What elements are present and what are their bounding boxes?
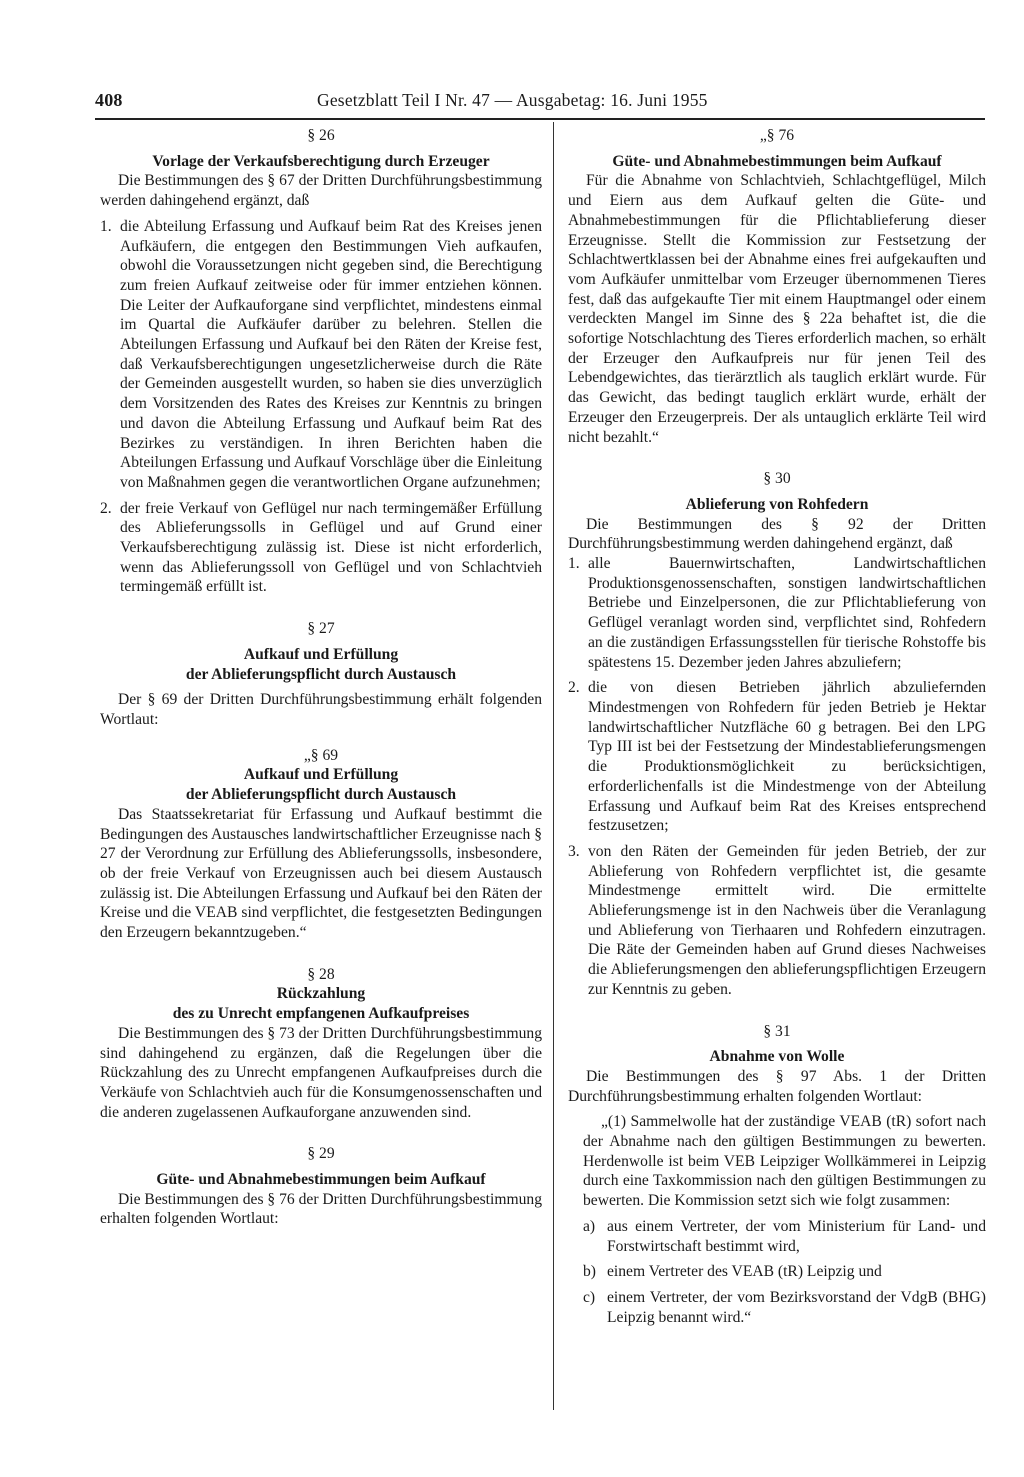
- section-title-27-line2: der Ablieferungspflicht durch Austausch: [185, 665, 457, 683]
- quoted-section-69-text: Das Staatssekretariat für Erfassung und Aufkauf bestimmt die Bedingungen des Austausches landwirtschaftlicher Erzeugnisse nach § 27 der Verordnung zur Erfüllung des Ablieferungssolls, insbesondere, ob der freie Verkauf von Erzeugnissen auch bei diesem Austausch zulässig ist. Die Abteilungen Erfassung und Aufkauf bei den Räten der Kreise und die VEAB sind verpflichtet, die festgesetzten Bedingungen den Erzeugern bekanntzugeben.“: [100, 805, 542, 942]
- section-number-31: § 31: [763, 1022, 791, 1040]
- list-item: [100, 499, 542, 598]
- list-item-text: einem Vertreter des VEAB (tR) Leipzig und: [607, 1263, 882, 1281]
- header-title: Gesetzblatt Teil I Nr. 47 — Ausgabetag: 16. Juni 1955: [317, 90, 708, 110]
- quoted-section-title-76: Güte- und Abnahmebestimmungen beim Aufkauf: [612, 152, 942, 170]
- list-item-letter: b): [583, 1263, 596, 1281]
- section-title-30: Ablieferung von Rohfedern: [685, 495, 869, 513]
- list-item-text: von den Räten der Gemeinden für jeden Betrieb, der zur Ablieferung von Rohfedern verpflichtet ist, die gesamte Mindestmenge ermittelt wird. Die ermittelte Ablieferungsmenge ist in den Nachweis über die Veranlagung und Ablieferung von Tierhaaren und Rohfedern einzutragen. Die Räte der Gemeinden haben auf Grund dieses Nachweises die Ablieferungsmengen den ablieferungspflichtigen Erzeugern zur Kenntnis zu geben.: [588, 842, 986, 998]
- right-column: [568, 126, 986, 1327]
- section-title-28-line2: des zu Unrecht empfangenen Aufkaufpreises: [172, 1005, 470, 1023]
- section-28-text: Die Bestimmungen des § 73 der Dritten Durchführungsbestimmung sind dahingehend zu ergänzen, daß die Regelungen über die Rückzahlung des zu Unrecht empfangenen Aufkaufpreises durch die Verkäufe von Schlachtvieh auch für die Konsumgenossenschaften und die anderen zugelassenen Aufkauforgane anzuwenden sind.: [100, 1024, 542, 1121]
- page-number: 408: [95, 90, 123, 110]
- list-item-text: die von diesen Betrieben jährlich abzuliefernden Mindestmengen von Rohfedern für jeden Betrieb je Hektar landwirtschaftlicher Nutzfläche 60 g betragen. Bei den LPG Typ III ist bei der Festsetzung der Mindestablieferungsmengen die Produktionsmöglichkeit zu berücksichtigen, erforderlichenfalls ist die Mindestmenge von der Abteilung Erfassung und Aufkauf beim Rat des Kreises entsprechend festzusetzen;: [588, 679, 986, 835]
- quoted-section-76-text: Für die Abnahme von Schlachtvieh, Schlachtgeflügel, Milch und Eiern aus dem Aufkauf gelten die Güte- und Abnahmebestimmungen für die Pflichtablieferung dieser Erzeugnisse. Stellt die Kommission zur Festsetzung der Schlachtwertklassen bei der Abnahme eines frei aufgekauften und vom Aufkäufer unmittelbar vom Erzeuger übernommenen Tieres fest, daß das aufgekaufte Tier mit einem Hauptmangel oder einem verdeckten Mangel im Sinne des § 22a behaftet ist, die die sofortige Notschlachtung des Tieres erforderlich machen, so erhält der Erzeuger den Aufkaufpreis nur für jenen Teil des Lebendgewichtes, das tierärztlich als tauglich erklärt wurde. Für das Gewicht, das bedingt tauglich erklärt wurde, erhält der Erzeuger den Erzeugerpreis. Der als untauglich erklärte Teil wird nicht bezahlt.“: [568, 172, 986, 446]
- list-item-text: alle Bauernwirtschaften, Landwirtschaftlichen Produktionsgenossenschaften, sonstigen landwirtschaftlichen Betriebe und Einzelpersonen, die zur Pflichtablieferung von Geflügel veranlagt worden sind, verpflichtet sind, Rohfedern an die zuständigen Erfassungsstellen für tierische Rohstoffe bis spätestens 15. Dezember jeden Jahres abzuliefern;: [588, 555, 986, 671]
- header-rule: [95, 118, 985, 120]
- quoted-section-number-69: „§ 69: [303, 746, 339, 764]
- list-item-letter: c): [583, 1288, 596, 1306]
- section-27-intro: Der § 69 der Dritten Durchführungsbestimmung erhält folgenden Wortlaut:: [100, 691, 542, 728]
- quoted-section-number-76: „§ 76: [759, 127, 795, 144]
- list-item-text: der freie Verkauf von Geflügel nur nach termingemäßer Erfüllung des Ablieferungssolls in Geflügel und auf Grund einer Verkaufsberechtigung zulässig ist. Diese ist nicht erforderlich, wenn das Ablieferungssoll von Geflügel und von Schlachtvieh termingemäß erfüllt ist.: [120, 499, 542, 596]
- left-column: [100, 126, 542, 1229]
- list-item: [568, 554, 986, 672]
- list-item: [583, 1262, 986, 1282]
- quoted-paragraph: [568, 1112, 986, 1327]
- list-item-number: 2.: [568, 679, 580, 697]
- page-header: [95, 90, 985, 118]
- list-item-text: die Abteilung Erfassung und Aufkauf beim Rat des Kreises jenen Aufkäufern, die entgegen den Bestimmungen Vieh aufkaufen, obwohl die Voraussetzungen nicht gegeben sind, die Berechtigung zum freien Aufkauf zeitweise oder für immer entziehen können. Die Leiter der Aufkauforgane sind verpflichtet, mindestens einmal im Quartal die Aufkäufer darüber zu belehren. Stellen die Abteilungen Erfassung und Aufkauf bei den Räten der Kreise fest, daß Verkaufsberechtigungen ungesetzlicherweise durch die Räte der Gemeinden ausgestellt wurden, so haben sie dies unverzüglich dem Vorsitzenden des Rates des Kreises zur Kenntnis zu bringen und davon die Abteilung Erfassung und Aufkauf beim Rat des Bezirkes zu verständigen. In ihren Berichten haben die Abteilungen Erfassung und Aufkauf Vorschläge über die Einleitung von Maßnahmen gegen die verantwortlichen Organe aufzunehmen;: [120, 217, 542, 491]
- column-divider: [553, 122, 554, 1410]
- list-item: [100, 217, 542, 493]
- list-item: [568, 842, 986, 1000]
- section-number-26: § 26: [307, 127, 335, 144]
- list-item-text: aus einem Vertreter, der vom Ministerium für Land- und Forstwirtschaft bestimmt wird,: [607, 1217, 986, 1255]
- section-number-28: § 28: [307, 965, 335, 983]
- list-item-number: 2.: [100, 499, 112, 517]
- list-item-number: 1.: [100, 217, 112, 235]
- list-item-number: 3.: [568, 842, 580, 860]
- quoted-section-title-69-line1: Aufkauf und Erfüllung: [243, 766, 399, 784]
- section-29-text: Die Bestimmungen des § 76 der Dritten Durchführungsbestimmung erhalten folgenden Wortlaut:: [100, 1190, 542, 1228]
- quoted-paragraph-text: „(1) Sammelwolle hat der zuständige VEAB (tR) sofort nach der Abnahme nach den gültigen Bestimmungen zu bewerten. Herdenwolle ist beim VEB Leipziger Wollkämmerei in Leipzig durch eine Taxkommission nach den gültigen Bestimmungen zu bewerten. Die Kommission setzt sich wie folgt zusammen:: [583, 1113, 986, 1210]
- section-number-27: § 27: [307, 620, 335, 638]
- list-item-number: 1.: [568, 555, 580, 573]
- list-item-text: einem Vertreter, der vom Bezirksvorstand der VdgB (BHG) Leipzig benannt wird.“: [607, 1288, 986, 1326]
- section-title-28-line1: Rückzahlung: [276, 985, 366, 1003]
- section-title-26: Vorlage der Verkaufsberechtigung durch Erzeuger: [152, 152, 490, 170]
- section-number-30: § 30: [763, 470, 791, 488]
- quoted-section-title-69-line2: der Ablieferungspflicht durch Austausch: [185, 786, 457, 804]
- section-30-intro: Die Bestimmungen des § 92 der Dritten Durchführungsbestimmung werden dahingehend ergänzt, daß: [568, 515, 986, 553]
- section-title-27-line1: Aufkauf und Erfüllung: [243, 645, 399, 663]
- list-item: [583, 1288, 986, 1327]
- list-item: [583, 1217, 986, 1256]
- section-31-intro: Die Bestimmungen des § 97 Abs. 1 der Dritten Durchführungsbestimmung erhalten folgenden Wortlaut:: [568, 1067, 986, 1105]
- list-item: [568, 678, 986, 836]
- section-title-29: Güte- und Abnahmebestimmungen beim Aufkauf: [156, 1171, 486, 1189]
- section-number-29: § 29: [307, 1145, 335, 1163]
- section-title-31: Abnahme von Wolle: [709, 1048, 845, 1066]
- list-item-letter: a): [583, 1217, 596, 1235]
- section-26-intro: Die Bestimmungen des § 67 der Dritten Durchführungsbestimmung werden dahingehend ergänzt, daß: [100, 172, 542, 210]
